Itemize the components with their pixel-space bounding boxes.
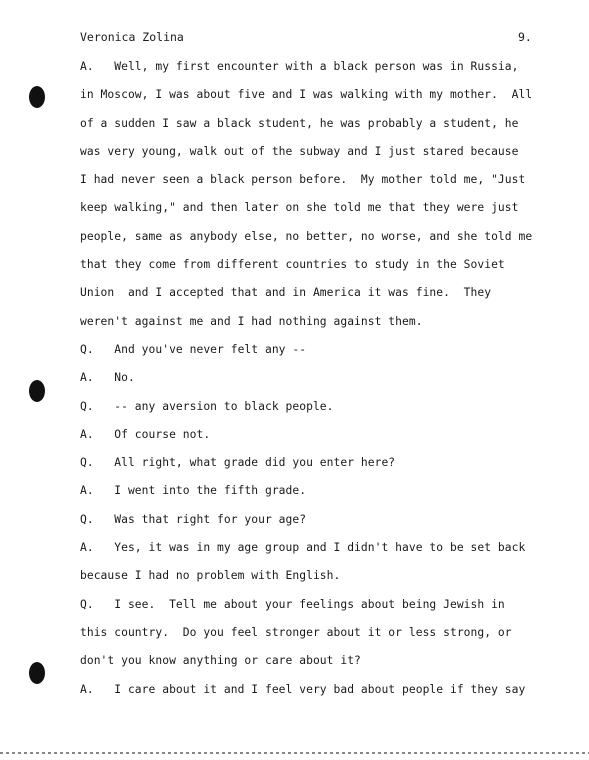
transcript-line: was very young, walk out of the subway and I just stared because [80,144,519,158]
transcript-line: I had never seen a black person before. My mother told me, "Just [80,173,526,187]
transcript-line: A. Of course not. [80,427,211,441]
transcript-line: because I had no problem with English. [80,569,341,583]
transcript-line: keep walking," and then later on she told me that they were just [80,201,519,215]
transcript-line: Q. I see. Tell me about your feelings about being Jewish in [80,597,505,611]
transcript-line: that they come from different countries to study in the Soviet [80,258,505,272]
page-number: 9. [518,30,532,44]
transcript-line: this country. Do you feel stronger about it or less strong, or [80,625,512,639]
transcript-line: Q. All right, what grade did you enter here? [80,456,396,470]
binder-hole-middle [29,380,45,402]
interviewee-name: Veronica Zolina [80,30,184,44]
transcript-line: Q. And you've never felt any -- [80,342,307,356]
binder-hole-bottom [29,662,45,684]
transcript-line: Q. -- any aversion to black people. [80,399,334,413]
transcript-line: in Moscow, I was about five and I was walking with my mother. All [80,88,533,102]
transcript-line: A. No. [80,371,135,385]
transcript-line: Q. Was that right for your age? [80,512,307,526]
transcript-body [80,60,540,711]
transcript-line: A. I went into the fifth grade. [80,484,307,498]
transcript-line: weren't against me and I had nothing against them. [80,314,423,328]
page-bottom-edge [0,752,589,754]
transcript-line: A. Yes, it was in my age group and I didn't have to be set back [80,541,526,555]
transcript-line: people, same as anybody else, no better, no worse, and she told me [80,229,533,243]
transcript-line: Union and I accepted that and in America it was fine. They [80,286,492,300]
transcript-line: A. I care about it and I feel very bad about people if they say [80,682,526,696]
transcript-line: A. Well, my first encounter with a black person was in Russia, [80,60,519,73]
transcript-line: don't you know anything or care about it? [80,654,361,668]
transcript-line: of a sudden I saw a black student, he was probably a student, he [80,116,519,130]
binder-hole-top [29,86,45,108]
